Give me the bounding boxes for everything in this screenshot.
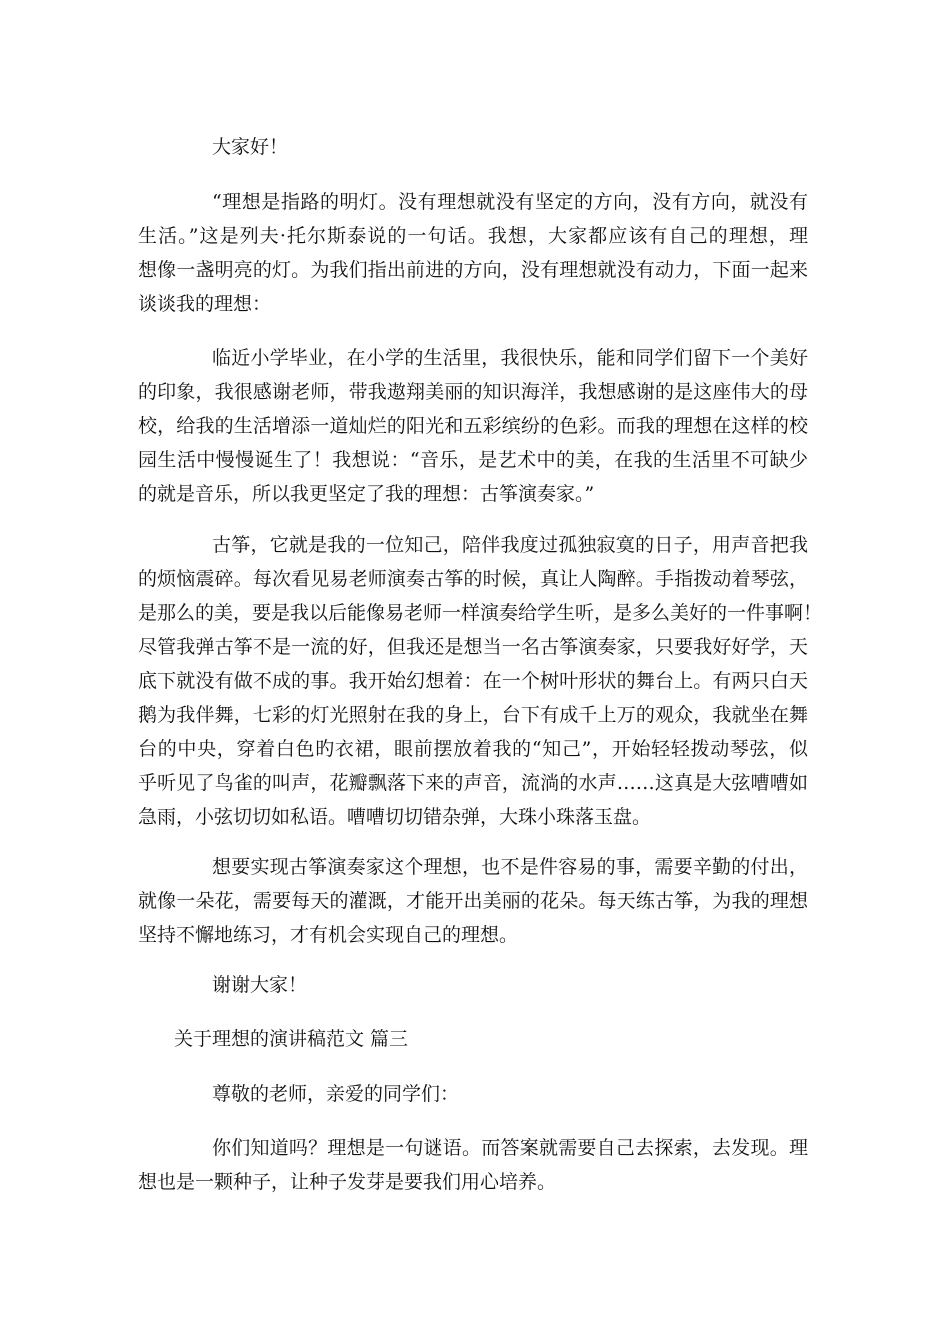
paragraph-3-line: 急雨，小弦切切如私语。嘈嘈切切错杂弹，大珠小珠落玉盘。 — [138, 806, 652, 828]
paragraph-2-line: 的就是音乐，所以我更坚定了我的理想：古筝演奏家。” — [138, 483, 595, 505]
paragraph-1-line: 想像一盏明亮的灯。为我们指出前进的方向，没有理想就没有动力，下面一起来 — [138, 259, 808, 281]
paragraph-1-line: 谈谈我的理想： — [138, 293, 272, 315]
paragraph-3-line: 鹅为我伴舞，七彩的灯光照射在我的身上，台下有成千上万的观众，我就坐在舞 — [138, 704, 808, 726]
paragraph-1-line: “理想是指路的明灯。没有理想就没有坚定的方向，没有方向，就没有 — [212, 191, 808, 213]
paragraph-3-line: 是那么的美，要是我以后能像易老师一样演奏给学生听，是多么美好的一件事啊！ — [138, 602, 823, 624]
paragraph-2-line: 校，给我的生活增添一道灿烂的阳光和五彩缤纷的色彩。而我的理想在这样的校 — [138, 415, 808, 437]
paragraph-3-line: 台的中央，穿着白色旳衣裙，眼前摆放着我的“知己”，开始轻轻拨动琴弦，似 — [138, 738, 808, 760]
paragraph-2-line: 的印象，我很感谢老师，带我遨翔美丽的知识海洋，我想感谢的是这座伟大的母 — [138, 381, 808, 403]
salutation: 尊敬的老师，亲爱的同学们： — [212, 1083, 460, 1105]
paragraph-5-line: 想也是一颗种子，让种子发芽是要我们用心培养。 — [138, 1171, 557, 1193]
greeting: 大家好！ — [212, 136, 289, 158]
section-title: 关于理想的演讲稿范文 篇三 — [174, 1028, 409, 1050]
paragraph-5-line: 你们知道吗？理想是一句谜语。而答案就需要自己去探索，去发现。理 — [212, 1137, 808, 1159]
paragraph-3-line: 底下就没有做不成的事。我开始幻想着：在一个树叶形状的舞台上。有两只白天 — [138, 670, 808, 692]
paragraph-3-line: 尽管我弹古筝不是一流的好，但我还是想当一名古筝演奏家，只要我好好学，天 — [138, 636, 808, 658]
paragraph-1-line: 生活。”这是列夫·托尔斯泰说的一句话。我想，大家都应该有自己的理想，理 — [138, 225, 808, 247]
paragraph-2-line: 临近小学毕业，在小学的生活里，我很快乐，能和同学们留下一个美好 — [212, 347, 808, 369]
closing: 谢谢大家！ — [212, 974, 308, 996]
paragraph-3-line: 的烦恼震碎。每次看见易老师演奏古筝的时候，真让人陶醉。手指拨动着琴弦， — [138, 568, 808, 590]
paragraph-2-line: 园生活中慢慢诞生了！我想说：“音乐，是艺术中的美，在我的生活里不可缺少 — [138, 449, 808, 471]
paragraph-3-line: 乎听见了鸟雀的叫声，花瓣飘落下来的声音，流淌的水声……这真是大弦嘈嘈如 — [138, 772, 808, 794]
paragraph-4-line: 坚持不懈地练习，才有机会实现自己的理想。 — [138, 924, 519, 946]
paragraph-4-line: 就像一朵花，需要每天的灌溉，才能开出美丽的花朵。每天练古筝，为我的理想 — [138, 890, 808, 912]
paragraph-3-line: 古筝，它就是我的一位知己，陪伴我度过孤独寂寞的日子，用声音把我 — [212, 534, 808, 556]
paragraph-4-line: 想要实现古筝演奏家这个理想，也不是件容易的事，需要辛勤的付出， — [212, 856, 808, 878]
